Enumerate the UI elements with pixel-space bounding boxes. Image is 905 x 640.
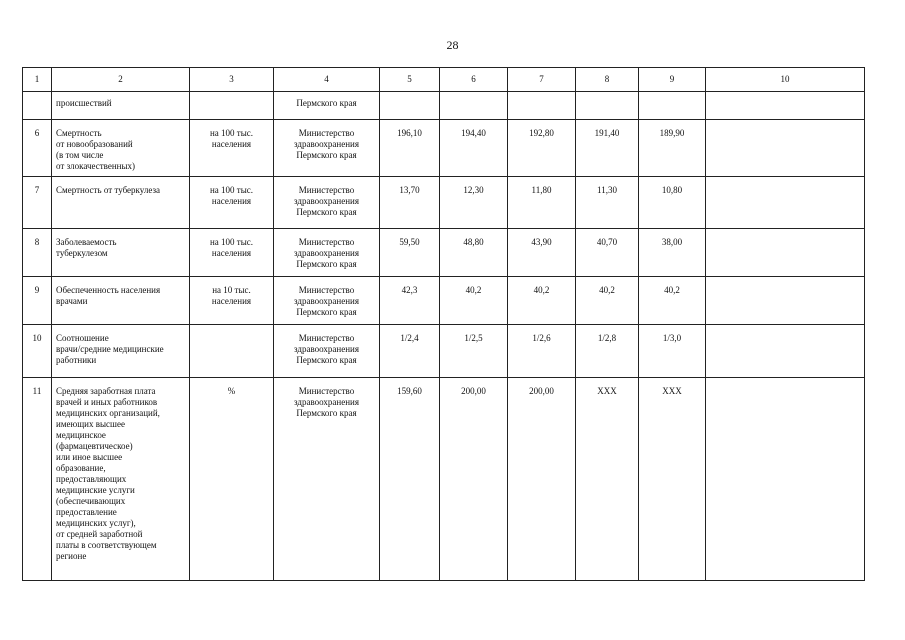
unit-line: % bbox=[227, 386, 236, 396]
unit-cell bbox=[190, 277, 274, 325]
agency-line: Министерство bbox=[298, 185, 355, 195]
agency-line: Пермского края bbox=[296, 355, 357, 365]
row-number-cell: 11 bbox=[23, 378, 52, 581]
indicator-cell bbox=[52, 229, 190, 277]
column-header: 9 bbox=[639, 68, 706, 92]
row-number-cell: 7 bbox=[23, 177, 52, 229]
value-cell: 1/2,6 bbox=[508, 325, 576, 378]
value-cell: 200,00 bbox=[440, 378, 508, 581]
value-cell: 1/2,8 bbox=[576, 325, 639, 378]
column-header: 6 bbox=[440, 68, 508, 92]
unit-cell bbox=[190, 325, 274, 378]
row-number-cell: 9 bbox=[23, 277, 52, 325]
unit-cell bbox=[190, 229, 274, 277]
agency-line: Пермского края bbox=[296, 207, 357, 217]
indicator-line: медицинских организаций, bbox=[56, 408, 160, 418]
agency-line: здравоохранения bbox=[293, 296, 359, 306]
value-cell: 10,80 bbox=[639, 177, 706, 229]
agency-line: здравоохранения bbox=[293, 344, 359, 354]
indicator-line: врачи/средние медицинские bbox=[56, 344, 164, 354]
row-number-cell: 8 bbox=[23, 229, 52, 277]
row-number-cell: 10 bbox=[23, 325, 52, 378]
agency-line: Пермского края bbox=[296, 408, 357, 418]
value-cell: 11,80 bbox=[508, 177, 576, 229]
value-cell bbox=[639, 92, 706, 120]
value-cell: 43,90 bbox=[508, 229, 576, 277]
indicators-table bbox=[22, 67, 865, 581]
table-row bbox=[23, 229, 865, 277]
agency-line: Министерство bbox=[298, 128, 355, 138]
indicator-line: от злокачественных) bbox=[56, 161, 136, 171]
indicator-line: от средней заработной bbox=[56, 529, 143, 539]
agency-line: здравоохранения bbox=[293, 397, 359, 407]
indicator-line: или иное высшее bbox=[56, 452, 123, 462]
value-cell: 191,40 bbox=[576, 120, 639, 177]
table-row bbox=[23, 177, 865, 229]
indicator-cell: происшествий bbox=[52, 92, 190, 120]
unit-cell bbox=[190, 92, 274, 120]
agency-line: Министерство bbox=[298, 386, 355, 396]
unit-cell bbox=[190, 120, 274, 177]
indicator-line: врачами bbox=[56, 296, 88, 306]
indicator-cell bbox=[52, 120, 190, 177]
unit-line: населения bbox=[211, 248, 252, 258]
agency-cell bbox=[274, 120, 380, 177]
agency-cell bbox=[274, 229, 380, 277]
page-number: 28 bbox=[446, 38, 459, 52]
indicator-line: образование, bbox=[56, 463, 106, 473]
indicator-line: имеющих высшее bbox=[56, 419, 125, 429]
indicator-cell bbox=[52, 325, 190, 378]
notes-cell bbox=[706, 378, 865, 581]
value-cell: 42,3 bbox=[380, 277, 440, 325]
agency-line: здравоохранения bbox=[293, 139, 359, 149]
notes-cell bbox=[706, 277, 865, 325]
value-cell: 38,00 bbox=[639, 229, 706, 277]
value-cell: 196,10 bbox=[380, 120, 440, 177]
value-cell: 1/2,5 bbox=[440, 325, 508, 378]
value-cell: 40,2 bbox=[440, 277, 508, 325]
agency-cell bbox=[274, 378, 380, 581]
column-header: 3 bbox=[190, 68, 274, 92]
agency-line: Министерство bbox=[298, 237, 355, 247]
agency-line: Пермского края bbox=[296, 150, 357, 160]
value-cell: 59,50 bbox=[380, 229, 440, 277]
indicator-line: Соотношение bbox=[56, 333, 109, 343]
column-header: 2 bbox=[52, 68, 190, 92]
continuation-row bbox=[23, 92, 865, 120]
indicator-line: платы в соответствующем bbox=[56, 540, 157, 550]
indicator-line: (фармацевтическое) bbox=[56, 441, 133, 451]
agency-line: Министерство bbox=[298, 285, 355, 295]
table-row bbox=[23, 277, 865, 325]
indicator-line: врачей и иных работников bbox=[56, 397, 158, 407]
value-cell: 1/3,0 bbox=[639, 325, 706, 378]
indicator-cell bbox=[52, 177, 190, 229]
value-cell: 40,2 bbox=[639, 277, 706, 325]
agency-cell: Пермского края bbox=[274, 92, 380, 120]
indicator-line: от новообразований bbox=[56, 139, 133, 149]
indicator-line: регионе bbox=[56, 551, 87, 561]
agency-cell bbox=[274, 325, 380, 378]
column-header: 8 bbox=[576, 68, 639, 92]
indicator-line: Смертность bbox=[56, 128, 102, 138]
unit-line: на 100 тыс. bbox=[209, 237, 254, 247]
value-cell: 40,2 bbox=[576, 277, 639, 325]
column-header: 7 bbox=[508, 68, 576, 92]
unit-line: на 100 тыс. bbox=[209, 185, 254, 195]
agency-cell bbox=[274, 277, 380, 325]
notes-cell bbox=[706, 229, 865, 277]
unit-line: на 10 тыс. bbox=[212, 285, 251, 295]
column-header: 4 bbox=[274, 68, 380, 92]
indicator-cell bbox=[52, 378, 190, 581]
indicator-line: Обеспеченность населения bbox=[56, 285, 161, 295]
value-cell: 12,30 bbox=[440, 177, 508, 229]
unit-line: населения bbox=[211, 139, 252, 149]
value-cell: 40,2 bbox=[508, 277, 576, 325]
value-cell bbox=[508, 92, 576, 120]
value-cell: 11,30 bbox=[576, 177, 639, 229]
value-cell bbox=[576, 92, 639, 120]
value-cell: XXX bbox=[639, 378, 706, 581]
value-cell: 1/2,4 bbox=[380, 325, 440, 378]
unit-line: населения bbox=[211, 296, 252, 306]
agency-line: здравоохранения bbox=[293, 248, 359, 258]
indicator-line: туберкулезом bbox=[56, 248, 108, 258]
indicator-line: Средняя заработная плата bbox=[56, 386, 156, 396]
value-cell: 40,70 bbox=[576, 229, 639, 277]
indicator-line: работники bbox=[56, 355, 97, 365]
column-header: 5 bbox=[380, 68, 440, 92]
agency-line: Пермского края bbox=[296, 307, 357, 317]
notes-cell bbox=[706, 325, 865, 378]
value-cell bbox=[380, 92, 440, 120]
indicator-line: предоставляющих bbox=[56, 474, 127, 484]
agency-line: Министерство bbox=[298, 333, 355, 343]
indicator-line: предоставление bbox=[56, 507, 117, 517]
notes-cell bbox=[706, 92, 865, 120]
indicator-line: медицинское bbox=[56, 430, 106, 440]
table-row bbox=[23, 378, 865, 581]
indicator-line: Заболеваемость bbox=[56, 237, 117, 247]
value-cell: XXX bbox=[576, 378, 639, 581]
value-cell: 48,80 bbox=[440, 229, 508, 277]
value-cell: 159,60 bbox=[380, 378, 440, 581]
indicator-line: медицинские услуги bbox=[56, 485, 135, 495]
unit-line: населения bbox=[211, 196, 252, 206]
value-cell bbox=[440, 92, 508, 120]
column-header-row bbox=[23, 68, 865, 92]
column-header: 1 bbox=[23, 68, 52, 92]
notes-cell bbox=[706, 120, 865, 177]
row-number-cell bbox=[23, 92, 52, 120]
agency-line: здравоохранения bbox=[293, 196, 359, 206]
agency-cell bbox=[274, 177, 380, 229]
value-cell: 13,70 bbox=[380, 177, 440, 229]
value-cell: 200,00 bbox=[508, 378, 576, 581]
indicator-line: (обеспечивающих bbox=[56, 496, 126, 506]
indicator-line: медицинских услуг), bbox=[56, 518, 136, 528]
table-row bbox=[23, 120, 865, 177]
unit-cell bbox=[190, 378, 274, 581]
value-cell: 192,80 bbox=[508, 120, 576, 177]
value-cell: 189,90 bbox=[639, 120, 706, 177]
row-number-cell: 6 bbox=[23, 120, 52, 177]
indicator-cell bbox=[52, 277, 190, 325]
notes-cell bbox=[706, 177, 865, 229]
value-cell: 194,40 bbox=[440, 120, 508, 177]
column-header: 10 bbox=[706, 68, 865, 92]
indicator-line: (в том числе bbox=[56, 150, 104, 160]
table-row bbox=[23, 325, 865, 378]
indicator-line: Смертность от туберкулеза bbox=[56, 185, 161, 195]
unit-line: на 100 тыс. bbox=[209, 128, 254, 138]
unit-cell bbox=[190, 177, 274, 229]
agency-line: Пермского края bbox=[296, 259, 357, 269]
